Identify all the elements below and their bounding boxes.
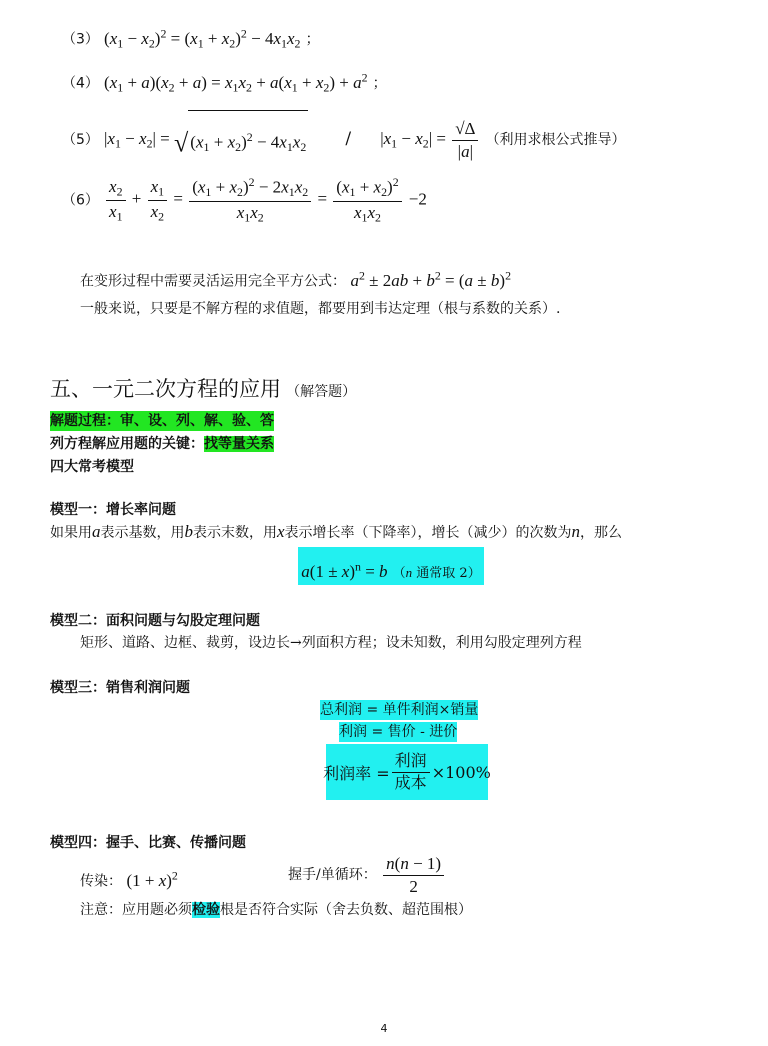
note-highlight: 检验	[192, 902, 220, 918]
note-pre: 注意：应用题必须	[80, 902, 192, 918]
growth-note-pre: （	[392, 565, 406, 581]
growth-note-n: n	[405, 564, 413, 580]
profit-rate-box	[323, 744, 491, 800]
formula-3	[62, 20, 320, 51]
var-a: a	[92, 522, 101, 541]
sqrt-symbol: √ $(x_1 + x_2)^2 - 4x_1x_2$	[174, 110, 308, 170]
square-formula: $a^2 \pm 2ab + b^2 = (a \pm b)^2$	[350, 268, 512, 290]
models-title: 四大常考模型	[50, 459, 134, 475]
key-prefix: 列方程解应用题的关键：	[50, 436, 204, 452]
spread-row	[80, 862, 178, 888]
formula-5-note: （利用求根公式推导）	[485, 131, 626, 148]
model1-desc-part: ，那么	[580, 525, 623, 541]
profit-rate-lhs: 利润率 =	[323, 763, 390, 783]
profit-rate-tail: ×100%	[431, 762, 491, 782]
handshake-row	[288, 852, 446, 898]
model1-title: 模型一：增长率问题	[50, 502, 176, 518]
section-title-main: 五、一元二次方程的应用	[50, 377, 281, 401]
formula-6-math: $\frac{x_2}{x_1}$ + $\frac{x_1}{x_2}$ = $\frac{(x_1 + x_2)^2 - 2x_1x_2}{x_1x_2}$ = $\frac{(x_1 + x_2)^2}{x_1x_2}$	[104, 189, 404, 208]
model1-desc-part: 如果用	[50, 525, 92, 541]
growth-note	[393, 566, 481, 581]
total-profit-eq: 总利润 = 单件利润×销量	[320, 702, 479, 718]
growth-note-post: 通常取 2）	[412, 565, 481, 581]
var-b: b	[184, 522, 193, 541]
model2-desc: 矩形、道路、边框、裁剪，设边长→列面积方程；设未知数，利用勾股定理列方程	[80, 635, 582, 651]
section-title	[50, 374, 356, 407]
key-highlight: 找等量关系	[204, 436, 274, 452]
formula-3-label: （3）	[62, 31, 99, 48]
note-post: 根是否符合实际（舍去负数、超范围根）	[220, 902, 472, 918]
formula-6-minus2: −2	[408, 189, 427, 209]
var-n: n	[571, 522, 581, 541]
square-note-text: 在变形过程中需要灵活运用完全平方公式：	[80, 273, 346, 290]
profit-rate-num: 利润	[392, 752, 430, 772]
formula-5-math-b: $|x_1 - x_2|$ = $\frac{√\Delta}{|a|}$	[380, 129, 480, 148]
formula-4-tail: ；	[372, 75, 387, 92]
formula-4-math: $(x_1 + a)(x_2 + a) = x_1x_2 + a(x_1 + x_2) + a^2$	[104, 70, 368, 95]
spread-formula: $(1 + x)^2$	[126, 868, 178, 890]
formula-4-label: （4）	[62, 75, 99, 92]
formula-3-math: $(x_1 - x_2)^2 = (x_1 + x_2)^2 - 4x_1x_2$	[104, 26, 301, 51]
growth-formula: $a(1 \pm x)^n = b$	[301, 559, 388, 581]
formula-6	[62, 175, 427, 225]
formula-6-label: （6）	[62, 192, 99, 209]
formula-5-label: （5）	[62, 131, 99, 148]
formula-5-math-a: $|x_1 - x_2|$ = √ $(x_1 + x_2)^2 - 4x_1x_2$	[104, 129, 308, 148]
model4-note	[80, 900, 472, 920]
handshake-formula: $\frac{n(n - 1)}{2}$	[383, 854, 444, 896]
model1-desc-part: 表示增长率（下降率），增长（减少）的次数为	[284, 525, 572, 541]
square-note	[80, 262, 511, 288]
formula-4	[62, 64, 387, 95]
profit-eq: 利润 = 售价 - 进价	[339, 724, 458, 740]
model1-desc-part: 表示基数，用	[100, 525, 185, 541]
formula-3-tail: ；	[305, 31, 320, 48]
profit-rate-fraction	[392, 752, 430, 792]
profit-rate-den: 成本	[394, 772, 427, 792]
model1-desc-part: 表示末数，用	[193, 525, 277, 541]
model1-desc	[50, 522, 622, 543]
section-title-sub: （解答题）	[286, 384, 357, 400]
formula-5	[62, 110, 626, 161]
solving-process: 解题过程：审、设、列、解、验、答	[50, 413, 274, 429]
key-line	[50, 434, 274, 454]
handshake-label: 握手/单循环：	[288, 867, 377, 883]
growth-formula-box	[298, 547, 484, 585]
formula-5-separator: /	[345, 128, 352, 149]
var-x: x	[277, 522, 285, 541]
page-number: 4	[380, 1022, 388, 1035]
model4-title: 模型四：握手、比赛、传播问题	[50, 835, 246, 851]
spread-label: 传染：	[80, 873, 122, 890]
model3-title: 模型三：销售利润问题	[50, 680, 190, 696]
veda-note: 一般来说，只要是不解方程的求值题，都要用到韦达定理（根与系数的关系）.	[80, 301, 561, 317]
model2-title: 模型二：面积问题与勾股定理问题	[50, 613, 260, 629]
